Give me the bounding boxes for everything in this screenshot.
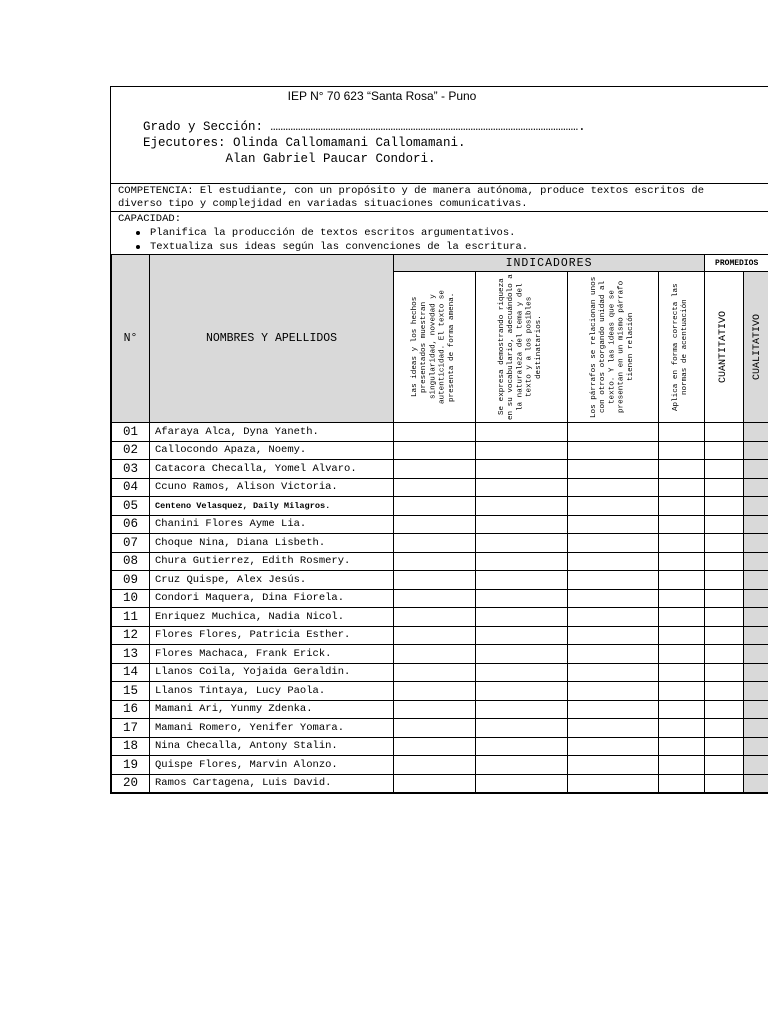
score-cell[interactable] — [394, 534, 476, 553]
score-cell[interactable] — [744, 608, 768, 627]
student-name: Flores Flores, Patricia Esther. — [150, 626, 394, 645]
score-cell[interactable] — [705, 737, 744, 756]
table-row — [112, 497, 768, 516]
promedio-label: CUALITATIVO — [751, 314, 763, 381]
student-name: Afaraya Alca, Dyna Yaneth. — [150, 423, 394, 442]
score-cell[interactable] — [705, 774, 744, 793]
score-cell[interactable] — [476, 534, 568, 553]
score-cell[interactable] — [705, 460, 744, 479]
score-cell[interactable] — [568, 423, 659, 442]
score-cell[interactable] — [568, 645, 659, 664]
score-cell[interactable] — [476, 719, 568, 738]
competencia — [111, 184, 768, 212]
score-cell[interactable] — [476, 700, 568, 719]
score-cell[interactable] — [744, 719, 768, 738]
table-row — [112, 441, 768, 460]
student-name: Ramos Cartagena, Luis David. — [150, 774, 394, 793]
ejecutores-line-2: Alan Gabriel Paucar Condori. — [143, 152, 436, 166]
student-name: Choque Nina, Diana Lisbeth. — [150, 534, 394, 553]
column-header-number: N° — [112, 255, 150, 423]
score-cell[interactable] — [705, 700, 744, 719]
indicator-text: Las ideas y los hechos presentados muestran singularidad, novedad y autenticidad. El texto se presenta de forma amena. — [411, 290, 457, 404]
student-name: Llanos Tintaya, Lucy Paola. — [150, 682, 394, 701]
score-cell[interactable] — [394, 552, 476, 571]
student-name: Catacora Checalla, Yomel Alvaro. — [150, 460, 394, 479]
score-cell[interactable] — [568, 663, 659, 682]
student-number: 08 — [112, 552, 150, 571]
score-cell[interactable] — [394, 460, 476, 479]
score-cell[interactable] — [568, 682, 659, 701]
student-name: Chanini Flores Ayme Lia. — [150, 515, 394, 534]
score-cell[interactable] — [476, 460, 568, 479]
score-cell[interactable] — [476, 441, 568, 460]
competencia-line-1: COMPETENCIA: El estudiante, con un propósito y de manera autónoma, produce textos escritos de — [118, 185, 704, 197]
score-cell[interactable] — [744, 626, 768, 645]
table-row — [112, 774, 768, 793]
score-cell[interactable] — [705, 478, 744, 497]
score-cell[interactable] — [744, 682, 768, 701]
score-cell[interactable] — [744, 645, 768, 664]
score-cell[interactable] — [476, 774, 568, 793]
ejecutores-line-1: Ejecutores: Olinda Callomamani Callomamani. — [143, 136, 466, 150]
score-cell[interactable] — [394, 589, 476, 608]
indicator-text: Aplica en forma correcta las normas de acentuación — [672, 283, 690, 411]
table-row — [112, 571, 768, 590]
student-number: 11 — [112, 608, 150, 627]
score-cell[interactable] — [744, 534, 768, 553]
score-cell[interactable] — [744, 571, 768, 590]
table-row — [112, 552, 768, 571]
promedio-cuantitativo-header — [705, 272, 744, 423]
student-name: Nina Checalla, Antony Stalin. — [150, 737, 394, 756]
table-row — [112, 626, 768, 645]
student-number: 16 — [112, 700, 150, 719]
score-cell[interactable] — [476, 663, 568, 682]
student-rows — [112, 423, 768, 793]
score-cell[interactable] — [744, 589, 768, 608]
score-cell[interactable] — [705, 608, 744, 627]
score-cell[interactable] — [705, 571, 744, 590]
score-cell[interactable] — [659, 737, 705, 756]
score-cell[interactable] — [568, 460, 659, 479]
score-cell[interactable] — [476, 682, 568, 701]
student-number: 13 — [112, 645, 150, 664]
student-number: 02 — [112, 441, 150, 460]
student-name: Centeno Velasquez, Daily Milagros. — [150, 497, 394, 516]
score-cell[interactable] — [705, 497, 744, 516]
score-cell[interactable] — [744, 478, 768, 497]
score-cell[interactable] — [476, 478, 568, 497]
score-cell[interactable] — [744, 460, 768, 479]
score-cell[interactable] — [744, 663, 768, 682]
indicadores-header: INDICADORES — [394, 255, 705, 272]
score-cell[interactable] — [476, 645, 568, 664]
score-cell[interactable] — [659, 608, 705, 627]
score-cell[interactable] — [394, 756, 476, 775]
score-cell[interactable] — [394, 774, 476, 793]
score-cell[interactable] — [568, 774, 659, 793]
student-name: Condori Maquera, Dina Fiorela. — [150, 589, 394, 608]
student-number: 12 — [112, 626, 150, 645]
table-row — [112, 737, 768, 756]
score-cell[interactable] — [394, 441, 476, 460]
score-cell[interactable] — [394, 700, 476, 719]
score-cell[interactable] — [394, 423, 476, 442]
student-number: 01 — [112, 423, 150, 442]
score-cell[interactable] — [659, 515, 705, 534]
score-cell[interactable] — [659, 700, 705, 719]
competencia-line-2: diverso tipo y complejidad en variadas situaciones comunicativas. — [118, 198, 528, 210]
capacidad-list — [118, 226, 768, 254]
indicator-text: Los párrafos se relacionan unos con otros otorgando unidad al texto. Y las ideas que se presentan en un mismo párrafo tienen relación — [589, 276, 635, 418]
score-cell[interactable] — [568, 441, 659, 460]
score-cell[interactable] — [394, 719, 476, 738]
score-cell[interactable] — [659, 663, 705, 682]
promedio-cualitativo-header — [744, 272, 768, 423]
score-cell[interactable] — [568, 756, 659, 775]
score-cell[interactable] — [705, 552, 744, 571]
student-name: Chura Gutierrez, Edith Rosmery. — [150, 552, 394, 571]
table-row — [112, 460, 768, 479]
score-cell[interactable] — [476, 423, 568, 442]
student-number: 17 — [112, 719, 150, 738]
table-row — [112, 515, 768, 534]
indicator-header-3 — [568, 272, 659, 423]
student-number: 05 — [112, 497, 150, 516]
table-row — [112, 478, 768, 497]
score-cell[interactable] — [744, 497, 768, 516]
score-cell[interactable] — [568, 608, 659, 627]
score-cell[interactable] — [705, 423, 744, 442]
column-header-names: NOMBRES Y APELLIDOS — [150, 255, 394, 423]
student-number: 14 — [112, 663, 150, 682]
capacidad-item: Textualiza sus ideas según las convenciones de la escritura. — [136, 240, 768, 254]
score-cell[interactable] — [568, 626, 659, 645]
indicator-text: Se expresa demostrando riqueza en su vocabulario, adecuándolo a la naturaleza del tema y del texto y a los posibles destinatarios. — [498, 274, 544, 420]
score-cell[interactable] — [476, 626, 568, 645]
score-cell[interactable] — [568, 589, 659, 608]
student-number: 07 — [112, 534, 150, 553]
score-cell[interactable] — [705, 682, 744, 701]
indicator-header-2 — [476, 272, 568, 423]
table-row — [112, 645, 768, 664]
score-cell[interactable] — [568, 552, 659, 571]
score-cell[interactable] — [744, 515, 768, 534]
score-cell[interactable] — [705, 534, 744, 553]
score-cell[interactable] — [744, 423, 768, 442]
score-cell[interactable] — [705, 589, 744, 608]
score-cell[interactable] — [659, 534, 705, 553]
score-cell[interactable] — [476, 589, 568, 608]
student-number: 20 — [112, 774, 150, 793]
score-cell[interactable] — [659, 719, 705, 738]
score-cell[interactable] — [659, 478, 705, 497]
student-number: 18 — [112, 737, 150, 756]
promedios-header: PROMEDIOS — [705, 255, 768, 272]
student-number: 19 — [112, 756, 150, 775]
score-cell[interactable] — [744, 552, 768, 571]
student-number: 03 — [112, 460, 150, 479]
score-cell[interactable] — [394, 497, 476, 516]
document-header — [111, 87, 768, 184]
evaluation-table — [111, 254, 768, 793]
score-cell[interactable] — [659, 682, 705, 701]
student-name: Mamani Romero, Yenifer Yomara. — [150, 719, 394, 738]
student-number: 15 — [112, 682, 150, 701]
table-row — [112, 534, 768, 553]
table-row — [112, 589, 768, 608]
table-row — [112, 700, 768, 719]
score-cell[interactable] — [476, 756, 568, 775]
score-cell[interactable] — [705, 515, 744, 534]
score-cell[interactable] — [659, 645, 705, 664]
promedio-label: CUANTITATIVO — [718, 311, 730, 384]
school-title: IEP N° 70 623 “Santa Rosa” - Puno — [287, 89, 477, 103]
score-cell[interactable] — [705, 663, 744, 682]
student-number: 06 — [112, 515, 150, 534]
score-cell[interactable] — [476, 737, 568, 756]
student-name: Flores Machaca, Frank Erick. — [150, 645, 394, 664]
score-cell[interactable] — [476, 515, 568, 534]
score-cell[interactable] — [659, 589, 705, 608]
score-cell[interactable] — [394, 608, 476, 627]
score-cell[interactable] — [659, 571, 705, 590]
table-row — [112, 423, 768, 442]
score-cell[interactable] — [568, 478, 659, 497]
score-cell[interactable] — [476, 571, 568, 590]
score-cell[interactable] — [744, 756, 768, 775]
score-cell[interactable] — [659, 756, 705, 775]
score-cell[interactable] — [705, 719, 744, 738]
table-row — [112, 663, 768, 682]
table-row — [112, 682, 768, 701]
student-name: Callocondo Apaza, Noemy. — [150, 441, 394, 460]
score-cell[interactable] — [394, 515, 476, 534]
student-name: Mamani Ari, Yunmy Zdenka. — [150, 700, 394, 719]
score-cell[interactable] — [568, 515, 659, 534]
score-cell[interactable] — [705, 645, 744, 664]
score-cell[interactable] — [394, 682, 476, 701]
score-cell[interactable] — [568, 497, 659, 516]
capacidad-item: Planifica la producción de textos escritos argumentativos. — [136, 226, 768, 240]
score-cell[interactable] — [476, 497, 568, 516]
grado-seccion: Grado y Sección: ……………………………………………………………………………………………………………. — [143, 120, 586, 134]
score-cell[interactable] — [568, 719, 659, 738]
score-cell[interactable] — [659, 552, 705, 571]
score-cell[interactable] — [394, 737, 476, 756]
student-name: Enriquez Muchica, Nadia Nicol. — [150, 608, 394, 627]
score-cell[interactable] — [705, 626, 744, 645]
capacidad-label: CAPACIDAD: — [118, 213, 182, 225]
indicator-header-4 — [659, 272, 705, 423]
indicator-header-1 — [394, 272, 476, 423]
score-cell[interactable] — [659, 441, 705, 460]
score-cell[interactable] — [744, 441, 768, 460]
student-name: Quispe Flores, Marvin Alonzo. — [150, 756, 394, 775]
score-cell[interactable] — [568, 571, 659, 590]
table-row — [112, 719, 768, 738]
score-cell[interactable] — [659, 626, 705, 645]
score-cell[interactable] — [394, 571, 476, 590]
score-cell[interactable] — [744, 737, 768, 756]
student-name: Llanos Coila, Yojaida Geraldin. — [150, 663, 394, 682]
table-row — [112, 608, 768, 627]
score-cell[interactable] — [659, 460, 705, 479]
score-cell[interactable] — [705, 441, 744, 460]
student-name: Cruz Quispe, Alex Jesús. — [150, 571, 394, 590]
score-cell[interactable] — [744, 700, 768, 719]
student-number: 04 — [112, 478, 150, 497]
score-cell[interactable] — [744, 774, 768, 793]
score-cell[interactable] — [476, 552, 568, 571]
score-cell[interactable] — [705, 756, 744, 775]
evaluation-sheet — [110, 86, 768, 794]
student-name: Ccuno Ramos, Alison Victoria. — [150, 478, 394, 497]
student-number: 09 — [112, 571, 150, 590]
student-number: 10 — [112, 589, 150, 608]
score-cell[interactable] — [659, 497, 705, 516]
capacidad — [111, 212, 768, 254]
table-row — [112, 756, 768, 775]
score-cell[interactable] — [568, 700, 659, 719]
score-cell[interactable] — [659, 423, 705, 442]
score-cell[interactable] — [394, 626, 476, 645]
score-cell[interactable] — [568, 534, 659, 553]
score-cell[interactable] — [394, 478, 476, 497]
score-cell[interactable] — [568, 737, 659, 756]
score-cell[interactable] — [394, 663, 476, 682]
score-cell[interactable] — [659, 774, 705, 793]
score-cell[interactable] — [476, 608, 568, 627]
score-cell[interactable] — [394, 645, 476, 664]
